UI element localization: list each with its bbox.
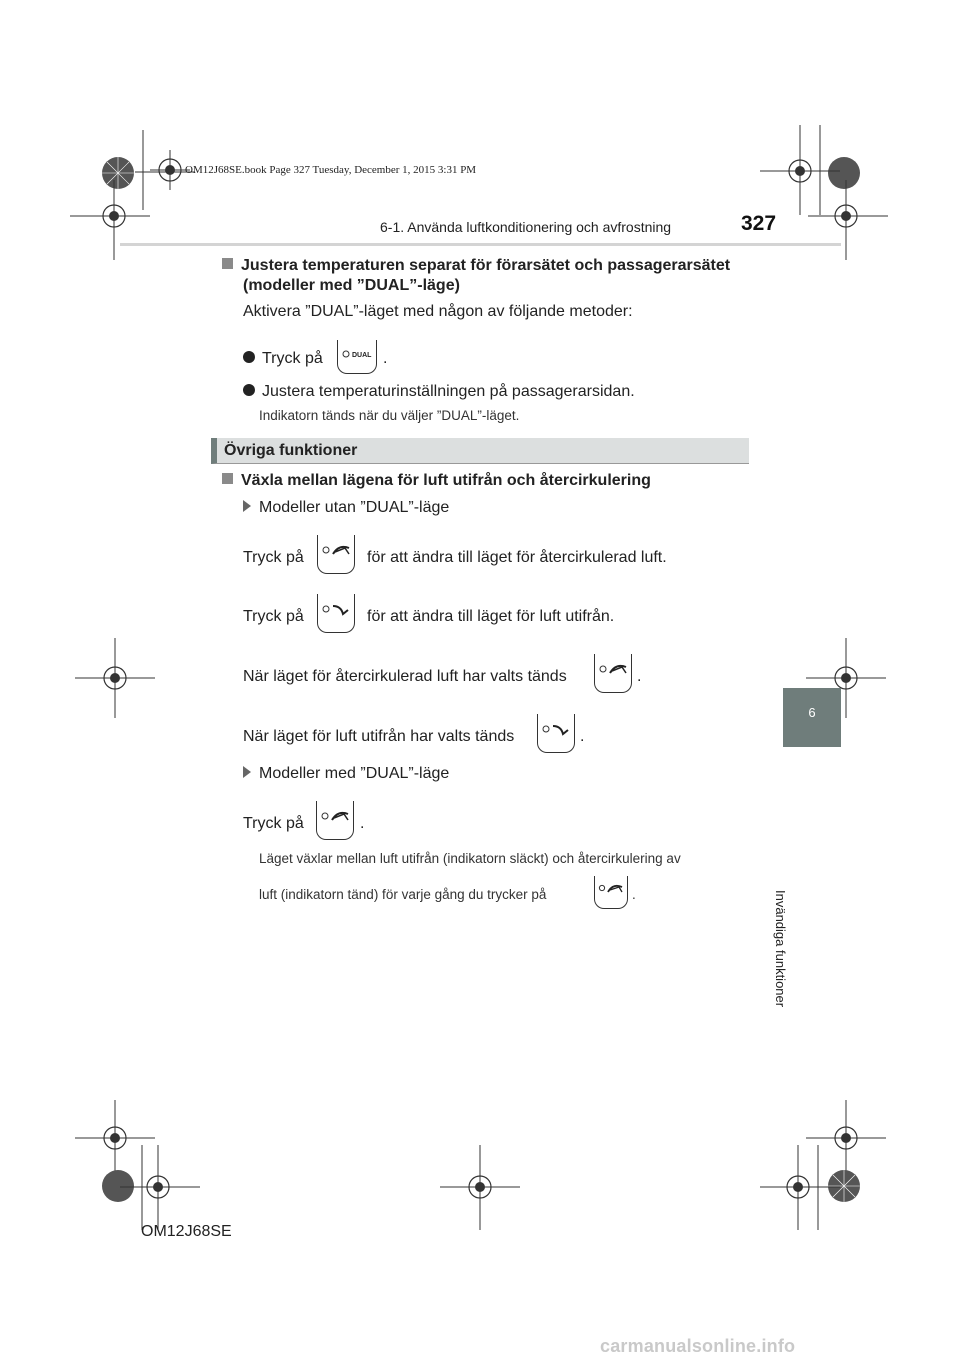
- section1-intro: Aktivera ”DUAL”-läget med någon av följande metoder:: [243, 303, 633, 320]
- triangle-bullet-icon: [243, 766, 251, 778]
- recirculation-button-icon: [594, 876, 628, 909]
- footer-code: OM12J68SE: [141, 1223, 232, 1240]
- round-bullet-icon: [243, 384, 255, 396]
- line2-start: Tryck på: [243, 608, 304, 625]
- crosshair-mark: [120, 1145, 200, 1230]
- section1-note: Indikatorn tänds när du väljer ”DUAL”-läget.: [259, 408, 520, 423]
- line3-start: När läget för återcirkulerad luft har valts tänds: [243, 668, 567, 685]
- recirculation-indicator-icon: [594, 654, 632, 693]
- bullet-item: Justera temperaturinställningen på passagerarsidan.: [243, 383, 635, 401]
- section1-heading: Justera temperaturen separat för förarsätet och passagerarsätet: [222, 257, 762, 275]
- section2-heading: Växla mellan lägena för luft utifrån och återcirkulering: [222, 472, 651, 490]
- crosshair-mark: [70, 180, 150, 260]
- section2-note-line2-end: .: [632, 887, 636, 902]
- line5-end: .: [360, 815, 365, 832]
- section2-note-line2-start: luft (indikatorn tänd) för varje gång du trycker på: [259, 887, 547, 902]
- chapter-tab-label: Invändiga funktioner: [773, 890, 788, 1008]
- watermark: carmanualsonline.info: [600, 1336, 796, 1356]
- section-bar: [211, 438, 749, 464]
- chapter-tab: [783, 688, 841, 747]
- triangle-bullet-icon: [243, 500, 251, 512]
- crosshair-mark: [440, 1145, 520, 1230]
- bullet-item: Tryck på: [243, 350, 323, 368]
- book-stamp: OM12J68SE.book Page 327 Tuesday, December 1, 2015 3:31 PM: [185, 164, 477, 176]
- round-bullet-icon: [243, 351, 255, 363]
- chapter-tab-number: 6: [808, 705, 816, 720]
- line4-end: .: [580, 728, 585, 745]
- bullet1-end: .: [383, 350, 388, 367]
- line4-start: När läget för luft utifrån har valts tänds: [243, 728, 515, 745]
- line1-start: Tryck på: [243, 549, 304, 566]
- page-number: 327: [741, 212, 777, 235]
- crosshair-mark: [808, 180, 888, 260]
- dual-button-icon: [337, 340, 377, 374]
- section1-heading-line2: (modeller med ”DUAL”-läge): [243, 277, 460, 294]
- header-rule: [120, 243, 841, 246]
- recirculation-button-icon: [316, 801, 354, 840]
- crosshair-mark: [760, 1145, 840, 1230]
- line5-start: Tryck på: [243, 815, 304, 832]
- line2-end: för att ändra till läget för luft utifrån.: [367, 608, 615, 625]
- subheading-models-without-dual: Modeller utan ”DUAL”-läge: [243, 499, 449, 517]
- header-section-title: 6-1. Använda luftkonditionering och avfrostning: [380, 219, 672, 235]
- section-bar-title: Övriga funktioner: [224, 442, 358, 459]
- line1-end: för att ändra till läget för återcirkulerad luft.: [367, 549, 667, 566]
- outside-air-button-icon: [317, 594, 355, 633]
- section2-note-line1: Läget växlar mellan luft utifrån (indikatorn släckt) och återcirkulering av: [259, 851, 681, 866]
- crosshair-mark: [75, 638, 155, 718]
- subheading-models-with-dual: Modeller med ”DUAL”-läge: [243, 765, 449, 783]
- line3-end: .: [637, 668, 642, 685]
- outside-air-indicator-icon: [537, 714, 575, 753]
- square-bullet-icon: [222, 258, 233, 269]
- dual-button-text: DUAL: [352, 352, 372, 359]
- recirculation-button-icon: [317, 535, 355, 574]
- crosshair-mark: [150, 150, 190, 190]
- square-bullet-icon: [222, 473, 233, 484]
